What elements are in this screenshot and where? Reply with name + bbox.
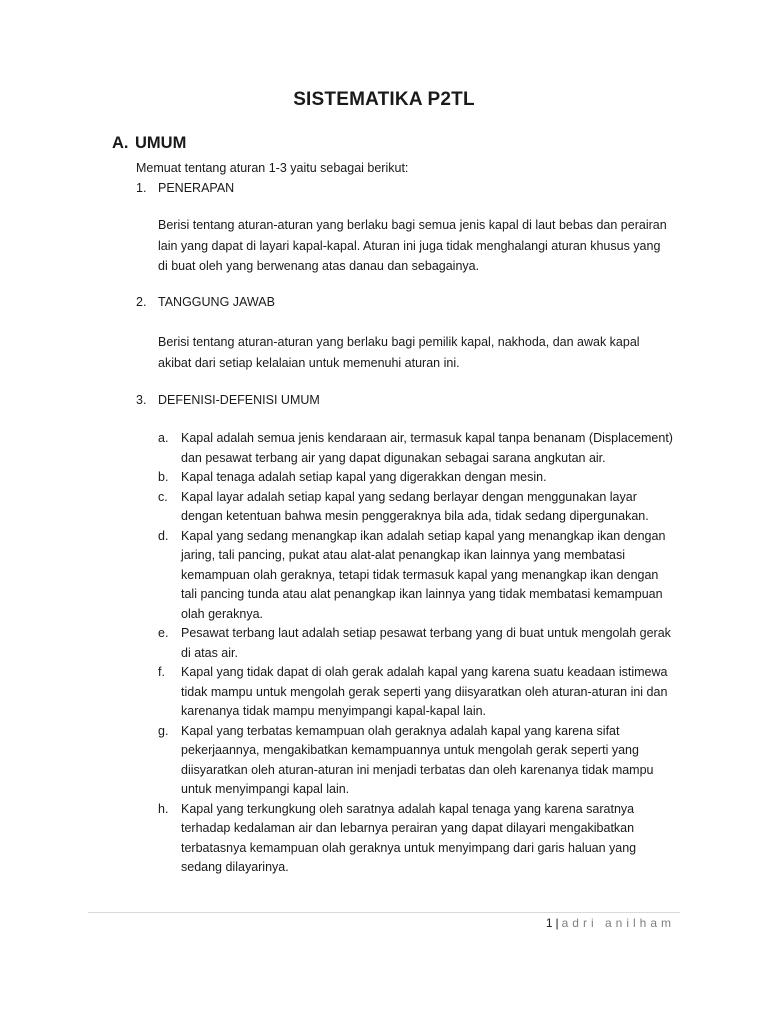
definition-letter: g. — [158, 723, 169, 738]
definition-line: Kapal yang terkungkung oleh saratnya adalah kapal tenaga yang karena saratnya — [181, 801, 635, 816]
definition-item — [158, 663, 688, 722]
definition-line: Kapal yang tidak dapat di olah gerak adalah kapal yang karena suatu keadaan istimewa — [181, 665, 668, 679]
definition-item — [158, 800, 688, 878]
definition-letter: c. — [158, 489, 168, 504]
footer-separator: | — [555, 916, 559, 930]
section-intro: Memuat tentang aturan 1-3 yaitu sebagai berikut: — [136, 161, 409, 175]
item-number: 1. — [136, 181, 147, 195]
definition-line: Kapal tenaga adalah setiap kapal yang digerakkan dengan mesin. — [181, 470, 547, 484]
section-label: UMUM — [135, 134, 187, 152]
definition-list — [158, 429, 688, 878]
item-number: 2. — [136, 295, 147, 309]
paragraph-line: lain yang dapat di layari kapal-kapal. Aturan ini juga tidak menghalangi aturan khusus yang — [158, 238, 661, 253]
footer-divider — [88, 912, 680, 913]
section-letter: A. — [112, 134, 129, 152]
definition-letter: b. — [158, 470, 169, 484]
definition-line: Kapal yang sedang menangkap ikan adalah setiap kapal yang menangkap ikan dengan — [181, 528, 666, 543]
definition-line: pekerjaannya, mengakibatkan kemampuannya untuk mengolah gerak seperti yang — [181, 743, 639, 757]
definition-line: dengan ketentuan bahwa mesin penggeraknya bila ada, tidak sedang dipergunakan. — [181, 509, 649, 523]
section-heading — [112, 134, 186, 153]
definition-line: terhadap kedalaman air dan lebarnya perairan yang dapat dilayari mengakibatkan — [181, 821, 635, 835]
item-paragraph — [158, 215, 678, 277]
page-number: 1 — [545, 916, 553, 930]
item-number: 3. — [136, 393, 147, 407]
document-title: SISTEMATIKA P2TL — [293, 89, 475, 110]
definition-letter: a. — [158, 431, 169, 445]
paragraph-line: di buat oleh yang berwenang atas danau dan sebagainya. — [158, 259, 480, 273]
definition-item — [158, 624, 688, 663]
item-heading — [136, 393, 320, 407]
definition-line: terbatasnya kemampuan olah geraknya untuk menyimpang dari garis haluan yang — [181, 840, 637, 855]
definition-line: Kapal layar adalah setiap kapal yang sedang berlayar dengan menggunakan layar — [181, 489, 637, 504]
definition-line: tidak mampu untuk mengolah gerak seperti yang diisyaratkan oleh aturan-aturan ini dan — [181, 684, 668, 699]
item-label: PENERAPAN — [158, 181, 235, 195]
definition-line: Kapal adalah semua jenis kendaraan air, termasuk kapal tanpa benanam (Displacement) — [181, 431, 673, 445]
item-label: DEFENISI-DEFENISI UMUM — [158, 393, 320, 407]
item-paragraph — [158, 332, 678, 373]
paragraph-line: Berisi tentang aturan-aturan yang berlaku bagi pemilik kapal, nakhoda, dan awak kapal — [158, 335, 640, 349]
definition-line: sedang dilayarinya. — [181, 860, 289, 874]
definition-line: olah geraknya. — [181, 606, 264, 621]
definition-item — [158, 488, 688, 527]
definition-line: karenanya tidak mampu menyimpangi kapal-kapal lain. — [181, 704, 487, 718]
definition-line: di atas air. — [181, 645, 238, 660]
definition-line: Kapal yang terbatas kemampuan olah geraknya adalah kapal yang karena sifat — [181, 723, 620, 738]
definition-letter: f. — [158, 665, 165, 679]
definition-line: tali pancing tunda atau alat penangkap ikan lainnya yang tidak membatasi kemampuan — [181, 587, 663, 601]
item-heading — [136, 181, 234, 195]
definition-item — [158, 468, 688, 488]
paragraph-line: Berisi tentang aturan-aturan yang berlaku bagi semua jenis kapal di laut bebas dan perairan — [158, 218, 667, 232]
item-heading — [136, 295, 275, 309]
definition-line: Pesawat terbang laut adalah setiap pesawat terbang yang di buat untuk mengolah gerak — [181, 626, 671, 640]
paragraph-line: akibat dari setiap kelalaian untuk memenuhi aturan ini. — [158, 355, 460, 370]
definition-item — [158, 429, 688, 468]
footer-author: adri anilham — [561, 916, 675, 930]
definition-line: jaring, tali pancing, pukat atau alat-alat penangkap ikan lainnya yang membatasi — [181, 548, 626, 562]
definition-line: untuk menyimpangi kapal lain. — [181, 782, 350, 796]
definition-letter: d. — [158, 528, 169, 543]
definition-line: diisyaratkan oleh aturan-aturan ini menjadi terbatas dan oleh karenanya tidak mampu — [181, 762, 654, 777]
definition-item — [158, 527, 688, 625]
definition-item — [158, 722, 688, 800]
definition-line: dan pesawat terbang air yang dapat digunakan sebagai sarana angkutan air. — [181, 450, 606, 465]
page-footer — [546, 916, 675, 930]
definition-letter: h. — [158, 801, 169, 816]
item-label: TANGGUNG JAWAB — [158, 295, 275, 309]
definition-letter: e. — [158, 626, 169, 640]
definition-line: kemampuan olah geraknya, tetapi tidak termasuk kapal yang menangkap ikan dengan — [181, 567, 659, 582]
